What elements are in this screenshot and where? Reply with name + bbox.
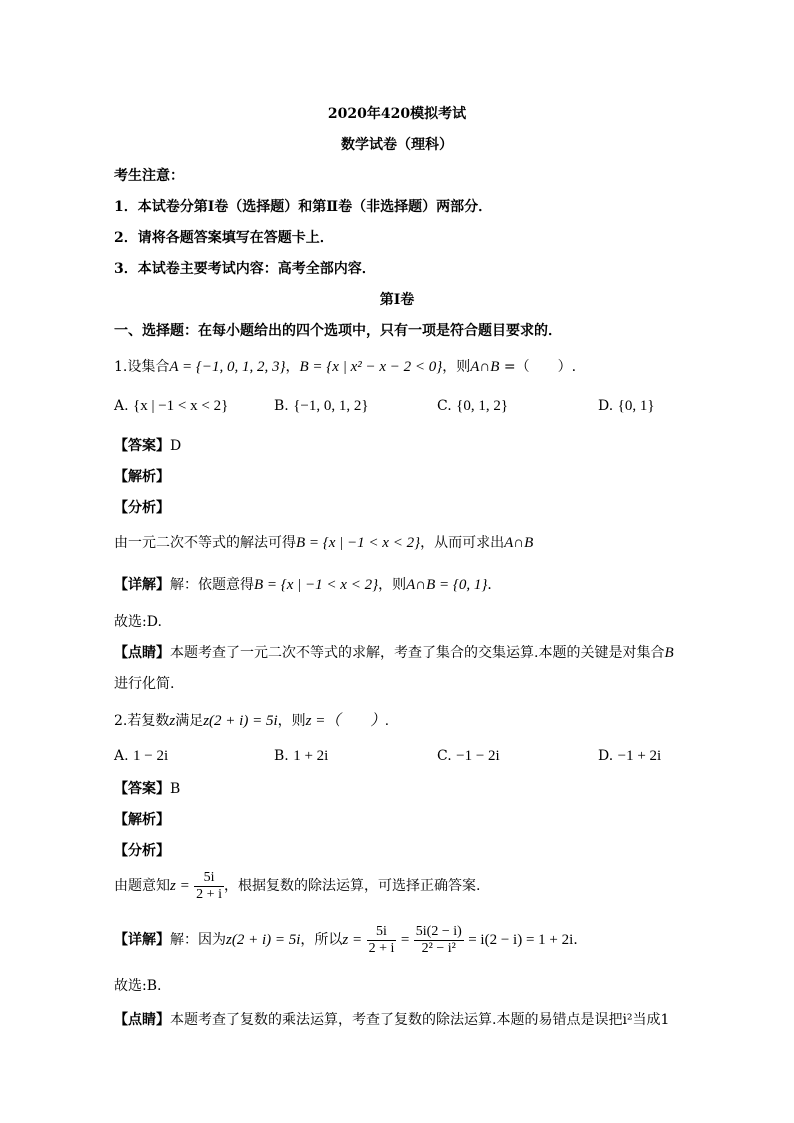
q1-sep: ， [285,359,300,375]
q1-set-a: A = {−1, 0, 1, 2, 3} [169,359,286,375]
q1-detail [114,576,501,594]
q1-option-b [274,398,369,415]
q1-option-d-label: D. [598,398,614,414]
q1-option-d-value: {0, 1} [617,398,655,414]
q2-detail-fraction-2-num: 5i(2 − i) [415,923,462,939]
q2-analysis-tag: 【解析】 [114,812,170,828]
q1-stem-prefix: 1.设集合 [114,359,170,375]
q2-option-c [437,748,500,765]
q2-detail-fraction-2-den: 2² − i² [421,940,456,956]
q1-option-b-value: {−1, 0, 1, 2} [293,398,369,414]
q1-set-b: B = {x | x² − x − 2 < 0} [299,359,443,375]
q1-stem [114,358,576,376]
q2-fenxi [114,864,480,908]
q1-comment-line1: 本题考查了一元二次不等式的求解，考查了集合的交集运算.本题的关键是对集合 [170,645,665,661]
q1-comment-math: B [664,645,674,661]
q1-comment-tag: 【点睛】 [114,645,170,661]
q2-option-b-value: 1 + 2i [293,748,329,764]
q2-option-a [114,748,168,765]
exam-title: 2020年420模拟考试 [327,106,467,122]
q1-ask: A∩B [470,359,500,375]
q2-ask: z =（ ）. [305,713,390,729]
q2-detail-fraction-1 [367,924,397,957]
q2-option-a-label: A. [114,748,129,764]
q2-detail-text-a: 解：因为 [170,932,226,948]
q2-detail-fraction-1-num: 5i [367,924,397,941]
q2-comment-tag: 【点睛】 [114,1012,170,1028]
q2-answer-tag: 【答案】 [114,781,170,797]
q2-detail-text-b: ，所以 [300,932,343,948]
q1-option-b-label: B. [274,398,289,414]
notice-item-1: 1．本试卷分第Ⅰ卷（选择题）和第Ⅱ卷（非选择题）两部分． [114,199,493,215]
q2-fenxi-fraction-den: 2 + i [196,886,222,902]
q2-stem [114,712,389,730]
q2-detail-fraction-1-den: 2 + i [368,940,395,956]
notice-item-3: 3．本试卷主要考试内容：高考全部内容． [114,261,376,277]
q2-detail-zeq: z = [342,932,363,948]
q2-comment [114,1011,669,1029]
q1-choose: 故选:D. [114,614,162,630]
q2-answer-value: B [170,781,181,797]
q2-option-b [274,748,328,765]
q2-detail-math-a: z(2 + i) = 5i [226,932,301,948]
q1-detail-text-a: 解：依题意得 [170,577,254,593]
q1-ask-tail: =（ ）. [499,359,577,375]
notice-item-2: 2．请将各题答案填写在答题卡上． [114,230,334,246]
q1-answer-value: D [170,438,182,454]
q2-detail-fraction-2 [414,924,464,957]
q1-option-a-label: A. [114,398,129,414]
q2-fenxi-text-a: 由题意知 [114,878,170,894]
q1-fenxi-text-a: 由一元二次不等式的解法可得 [114,535,296,551]
q2-option-a-value: 1 − 2i [133,748,169,764]
q1-option-c-value: {0, 1, 2} [456,398,509,414]
q1-detail-math-b: B = {x | −1 < x < 2} [254,577,379,593]
paper-title: 数学试卷（理科） [341,137,453,153]
q2-fenxi-fraction [194,870,224,903]
q1-fenxi [114,534,533,552]
q1-fenxi-math-b: B = {x | −1 < x < 2} [296,535,421,551]
q2-option-d-value: −1 + 2i [617,748,662,764]
q1-detail-tag: 【详解】 [114,577,170,593]
q1-analysis-tag: 【解析】 [114,469,170,485]
q1-detail-text-c: ，则 [378,577,407,593]
q2-fenxi-fraction-num: 5i [194,870,224,887]
q1-option-d [598,398,655,415]
q1-comment [114,644,674,662]
q2-fenxi-tag: 【分析】 [114,843,170,859]
volume-title: 第Ⅰ卷 [379,292,415,308]
q2-choose: 故选:B. [114,978,162,994]
q2-detail-tail: = i(2 − i) = 1 + 2i [468,932,574,948]
q2-detail-eq: = [400,932,410,948]
q1-detail-math-d: A∩B = {0, 1} [406,577,488,593]
notice-heading: 考生注意： [114,168,184,184]
q1-comment-line2: 进行化简. [114,676,175,692]
q2-detail-end: ． [573,932,588,948]
q2-option-b-label: B. [274,748,289,764]
q2-detail [114,918,587,962]
q1-answer [114,437,181,455]
q2-cond: z(2 + i) = 5i [203,713,278,729]
q2-option-c-value: −1 − 2i [456,748,500,764]
q2-stem-prefix: 2.若复数 [114,713,170,729]
q2-stem-then: ，则 [277,713,306,729]
q1-answer-tag: 【答案】 [114,438,170,454]
q1-option-a-value: {x | −1 < x < 2} [133,398,229,414]
q1-fenxi-math-d: A∩B [504,535,534,551]
q1-detail-text-e: ． [487,577,502,593]
q1-fenxi-tag: 【分析】 [114,500,170,516]
q2-fenxi-text-b: ，根据复数的除法运算，可选择正确答案. [223,878,481,894]
q1-fenxi-text-c: ，从而可求出 [420,535,505,551]
q2-option-d [598,748,661,765]
q2-option-d-label: D. [598,748,614,764]
q2-option-c-label: C. [437,748,452,764]
q1-stem-suffix: ，则 [442,359,471,375]
q1-option-a [114,398,228,415]
section-heading: 一、选择题：在每小题给出的四个选项中，只有一项是符合题目要求的． [114,323,562,339]
q1-option-c-label: C. [437,398,452,414]
q2-answer [114,780,180,798]
q1-option-c [437,398,508,415]
q2-detail-tag: 【详解】 [114,932,170,948]
q2-comment-line1: 本题考查了复数的乘法运算，考查了复数的除法运算.本题的易错点是误把i²当成1 [170,1012,670,1028]
q2-z: z [169,713,176,729]
q2-fenxi-zeq: z = [170,878,190,894]
q2-stem-mid: 满足 [175,713,204,729]
